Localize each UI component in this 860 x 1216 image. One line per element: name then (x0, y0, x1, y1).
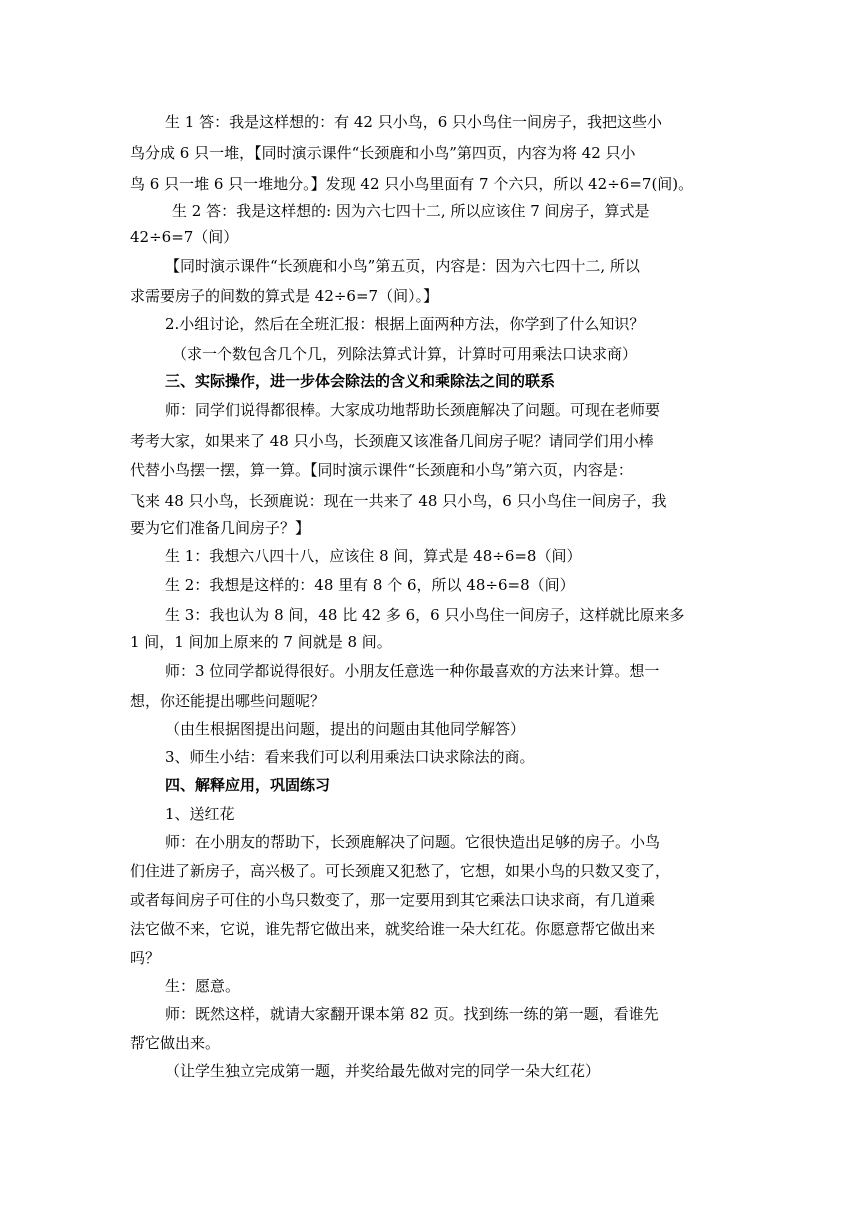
text-line: 考考大家，如果来了 48 只小鸟，长颈鹿又该准备几间房子呢？请同学们用小棒 (130, 432, 654, 450)
text-line: 鸟 6 只一堆 6 只一堆地分。】发现 42 只小鸟里面有 7 个六只，所以 42÷6=7(间)。 (130, 175, 694, 193)
text-line: 生：愿意。 (165, 977, 241, 995)
text-line: 们住进了新房子，高兴极了。可长颈鹿又犯愁了，它想，如果小鸟的只数又变了， (130, 862, 671, 880)
section-heading: 四、解释应用，巩固练习 (165, 776, 331, 794)
text-line: （由生根据图提出问题，提出的问题由其他同学解答） (165, 720, 526, 738)
text-line: 鸟分成 6 只一堆，【同时演示课件“长颈鹿和小鸟”第四页，内容为将 42 只小 (130, 144, 636, 162)
text-line: 师：3 位同学都说得很好。小朋友任意选一种你最喜欢的方法来计算。想一 (165, 662, 660, 680)
text-line: （求一个数包含几个几，列除法算式计算，计算时可用乘法口诀求商） (172, 345, 638, 363)
text-line: 或者每间房子可住的小鸟只数变了，那一定要用到其它乘法口诀求商，有几道乘 (130, 891, 656, 909)
text-line: 要为它们准备几间房子？】 (130, 519, 311, 537)
text-line: 1 间，1 间加上原来的 7 间就是 8 间。 (130, 633, 392, 651)
text-line: 法它做不来，它说，谁先帮它做出来，就奖给谁一朵大红花。你愿意帮它做出来 (130, 920, 656, 938)
text-line: （让学生独立完成第一题，并奖给最先做对完的同学一朵大红花） (165, 1062, 601, 1080)
text-line: 2.小组讨论，然后在全班汇报：根据上面两种方法，你学到了什么知识？ (165, 315, 645, 333)
text-line: 3、师生小结：看来我们可以利用乘法口诀求除法的商。 (165, 748, 535, 766)
text-line: 【同时演示课件“长颈鹿和小鸟”第五页，内容是：因为六七四十二, 所以 (165, 257, 640, 275)
text-line: 代替小鸟摆一摆，算一算。【同时演示课件“长颈鹿和小鸟”第六页，内容是： (130, 461, 633, 479)
text-line: 吗？ (130, 949, 161, 967)
text-line: 生 2 答：我是这样想的: 因为六七四十二, 所以应该住 7 间房子，算式是 (172, 202, 650, 220)
text-line: 1、送红花 (165, 805, 235, 823)
text-line: 求需要房子的间数的算式是 42÷6=7（间）。】 (130, 287, 439, 305)
text-line: 生 1：我想六八四十八，应该住 8 间，算式是 48÷6=8（间） (165, 547, 582, 565)
text-line: 师：既然这样，就请大家翻开课本第 82 页。找到练一练的第一题，看谁先 (165, 1005, 659, 1023)
text-line: 帮它做出来。 (130, 1034, 221, 1052)
text-line: 师：在小朋友的帮助下，长颈鹿解决了问题。它很快造出足够的房子。小鸟 (165, 833, 661, 851)
text-line: 生 1 答：我是这样想的：有 42 只小鸟，6 只小鸟住一间房子，我把这些小 (165, 113, 663, 131)
text-line: 生 2：我想是这样的：48 里有 8 个 6，所以 48÷6=8（间） (165, 576, 575, 594)
text-line: 飞来 48 只小鸟，长颈鹿说：现在一共来了 48 只小鸟，6 只小鸟住一间房子，我 (130, 492, 667, 510)
text-line: 师：同学们说得都很棒。大家成功地帮助长颈鹿解决了问题。可现在老师要 (165, 401, 661, 419)
section-heading: 三、实际操作，进一步体会除法的含义和乘除法之间的联系 (165, 372, 556, 390)
text-line: 生 3：我也认为 8 间，48 比 42 多 6，6 只小鸟住一间房子，这样就比原来多 (165, 606, 685, 624)
text-line: 想，你还能提出哪些问题呢？ (130, 692, 326, 710)
text-line: 42÷6=7（间） (130, 228, 239, 246)
